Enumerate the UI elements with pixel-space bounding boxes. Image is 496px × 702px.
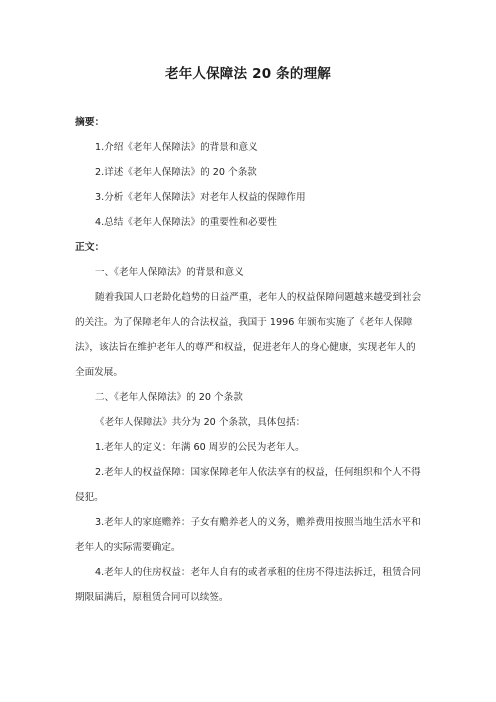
document-title: 老年人保障法 20 条的理解 <box>165 66 331 82</box>
section-1-title: 一、《老年人保障法》的背景和意义 <box>95 267 244 278</box>
abstract-item: 3.分析《老年人保障法》对老年人权益的保障作用 <box>95 192 306 203</box>
clause-item: 3.老年人的家庭赡养：子女有赡养老人的义务，赡养费用按照当地生活水平和老年人的实际需要确定。 <box>75 517 421 553</box>
abstract-item: 2.详述《老年人保障法》的 20 个条款 <box>95 167 257 178</box>
section-2-title: 二、《老年人保障法》的 20 个条款 <box>95 392 243 403</box>
abstract-heading: 摘要： <box>75 117 105 128</box>
body-heading: 正文： <box>75 242 105 253</box>
abstract-item: 4.总结《老年人保障法》的重要性和必要性 <box>95 217 277 228</box>
document-content <box>75 110 425 610</box>
section-1-paragraph: 随着我国人口老龄化趋势的日益严重，老年人的权益保障问题越来越受到社会的关注。为了保障老年人的合法权益，我国于 1996 年颁布实施了《老年人保障法》，该法旨在维护老年人的尊严和权益，促进老年人的身心健康，实现老年人的全面发展。 <box>75 292 422 378</box>
clause-item: 4.老年人的住房权益：老年人自有的或者承租的住房不得违法拆迁，租赁合同期限届满后，原租赁合同可以续签。 <box>75 567 421 603</box>
clause-item: 2.老年人的权益保障：国家保障老年人依法享有的权益，任何组织和个人不得侵犯。 <box>75 467 421 503</box>
clause-item: 1.老年人的定义：年满 60 周岁的公民为老年人。 <box>95 442 305 453</box>
abstract-item: 1.介绍《老年人保障法》的背景和意义 <box>95 142 258 153</box>
section-2-intro: 《老年人保障法》共分为 20 个条款，具体包括： <box>95 417 306 428</box>
